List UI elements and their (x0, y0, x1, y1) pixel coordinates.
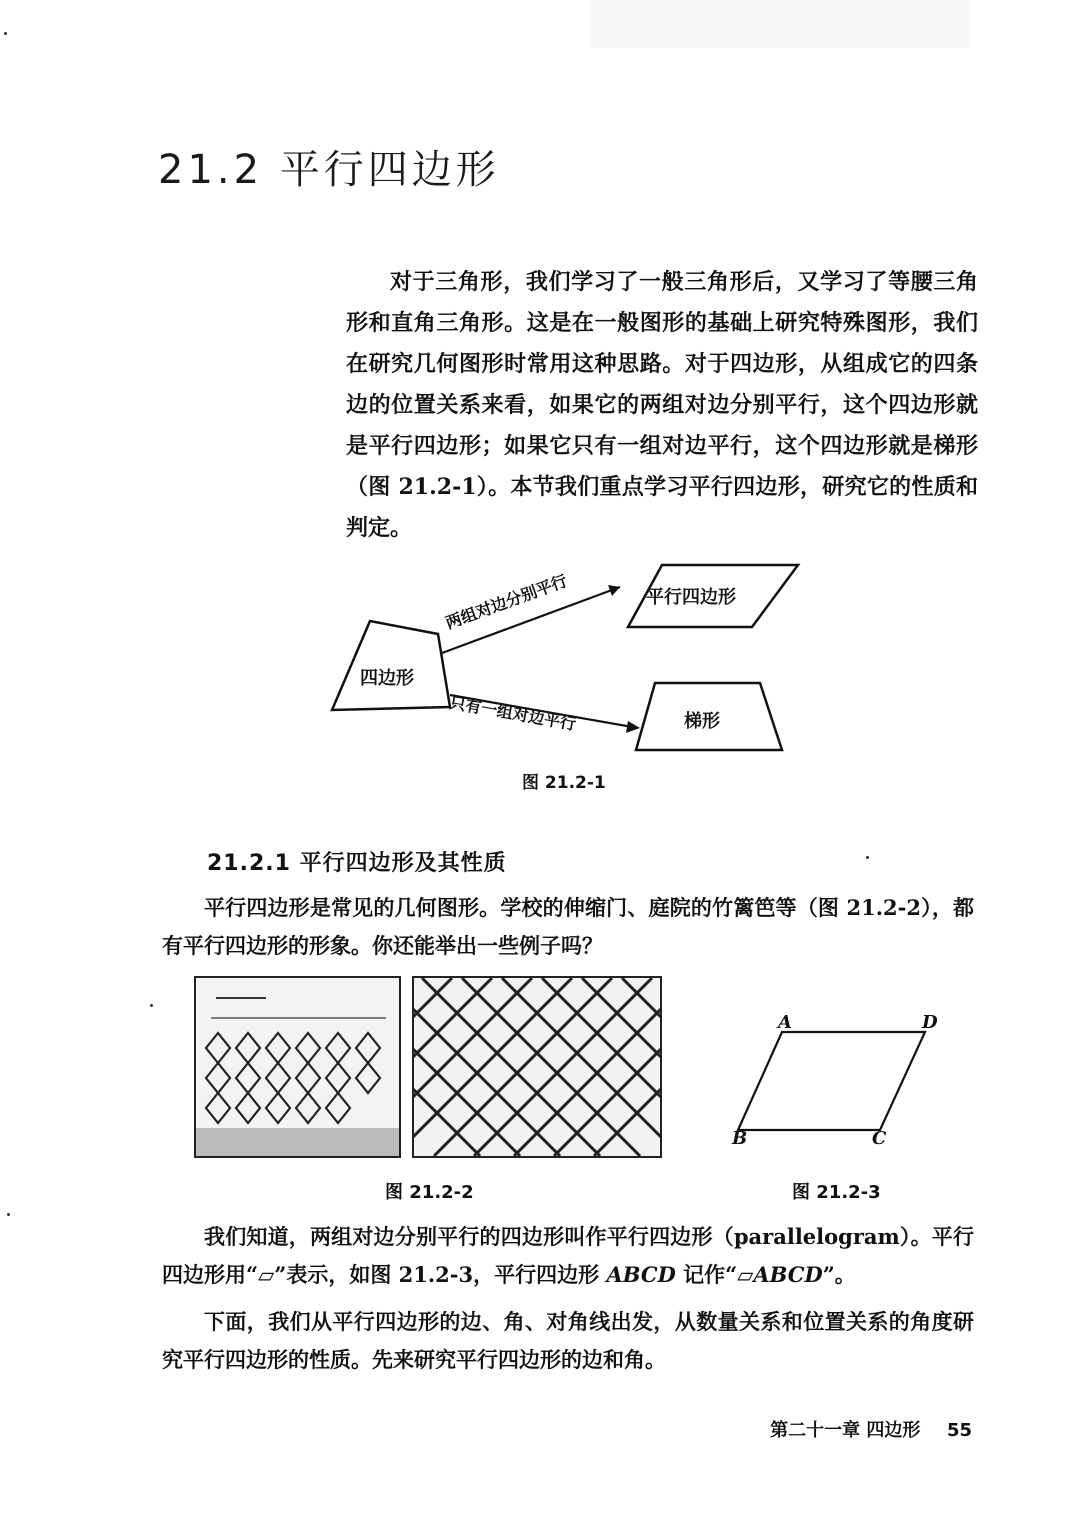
definition-paragraph (162, 1218, 974, 1294)
scan-speck (866, 856, 869, 859)
definition-text-mid2: 记作“ (675, 1262, 738, 1287)
retractable-gate-photo (194, 976, 401, 1158)
retractable-gate-drawing (196, 978, 399, 1156)
page-number: 55 (946, 1420, 972, 1441)
definition-text-after: ”。 (822, 1262, 856, 1287)
parallelogram-symbol: ▱ (258, 1262, 275, 1287)
definition-text-before: 我们知道，两组对边分别平行的四边形叫作平行四边形（parallelogram）。平行四边形用“ (162, 1224, 974, 1287)
figure-21-2-3-caption: 图 21.2-3 (792, 1182, 881, 1203)
footer-chapter: 第二十一章 四边形 (770, 1420, 921, 1441)
definition-text (162, 1218, 974, 1294)
subsection-title: 21.2.1 平行四边形及其性质 (207, 851, 507, 876)
arrow-upper-label: 两组对边分别平行 (443, 571, 570, 633)
next-steps-paragraph (162, 1303, 974, 1379)
figure-21-2-2-caption: 图 21.2-2 (385, 1182, 474, 1203)
scan-speck (7, 1213, 10, 1216)
definition-text-mid: ”表示，如图 21.2-3，平行四边形 (274, 1262, 607, 1287)
vertex-d-label: D (922, 1012, 938, 1033)
bamboo-fence-drawing (414, 978, 660, 1156)
section-title: 21.2 平行四边形 (158, 147, 500, 193)
intro-paragraph (346, 262, 978, 549)
scan-speck (4, 32, 7, 35)
vertex-a-label: A (778, 1012, 792, 1033)
trapezoid-label: 梯形 (684, 711, 720, 732)
parallelogram-abcd-notation: ▱ABCD (737, 1262, 823, 1287)
parallelogram-label: 平行四边形 (646, 587, 736, 608)
paragraph-1-text: 平行四边形是常见的几何图形。学校的伸缩门、庭院的竹篱笆等（图 21.2-2），都有平行四边形的形象。你还能举出一些例子吗？ (162, 895, 974, 958)
bamboo-fence-photo (412, 976, 662, 1158)
intro-text: 对于三角形，我们学习了一般三角形后，又学习了等腰三角形和直角三角形。这是在一般图形的基础上研究特殊图形，我们在研究几何图形时常用这种思路。对于四边形，从组成它的四条边的位置关系来看，如果它的两组对边分别平行，这个四边形就是平行四边形；如果它只有一组对边平行，这个四边形就是梯形（图 21.2-1）。本节我们重点学习平行四边形，研究它的性质和判定。 (346, 269, 978, 541)
quadrilateral-label: 四边形 (360, 668, 414, 689)
arrow-lower-label: 只有一组对边平行 (448, 692, 578, 734)
parallelogram-abcd-shape (738, 1032, 925, 1130)
scan-shadow (590, 0, 970, 48)
abcd-label: ABCD (606, 1262, 676, 1287)
next-steps-text: 下面，我们从平行四边形的边、角、对角线出发，从数量关系和位置关系的角度研究平行四边形的性质。先来研究平行四边形的边和角。 (162, 1309, 974, 1372)
vertex-b-label: B (732, 1128, 748, 1149)
subsection-paragraph-1 (162, 889, 974, 965)
scan-speck (150, 1004, 153, 1007)
vertex-c-label: C (872, 1128, 887, 1149)
page-footer (770, 1416, 972, 1442)
arrow-lower-head (626, 721, 640, 733)
figure-21-2-1-caption: 图 21.2-1 (522, 773, 606, 793)
